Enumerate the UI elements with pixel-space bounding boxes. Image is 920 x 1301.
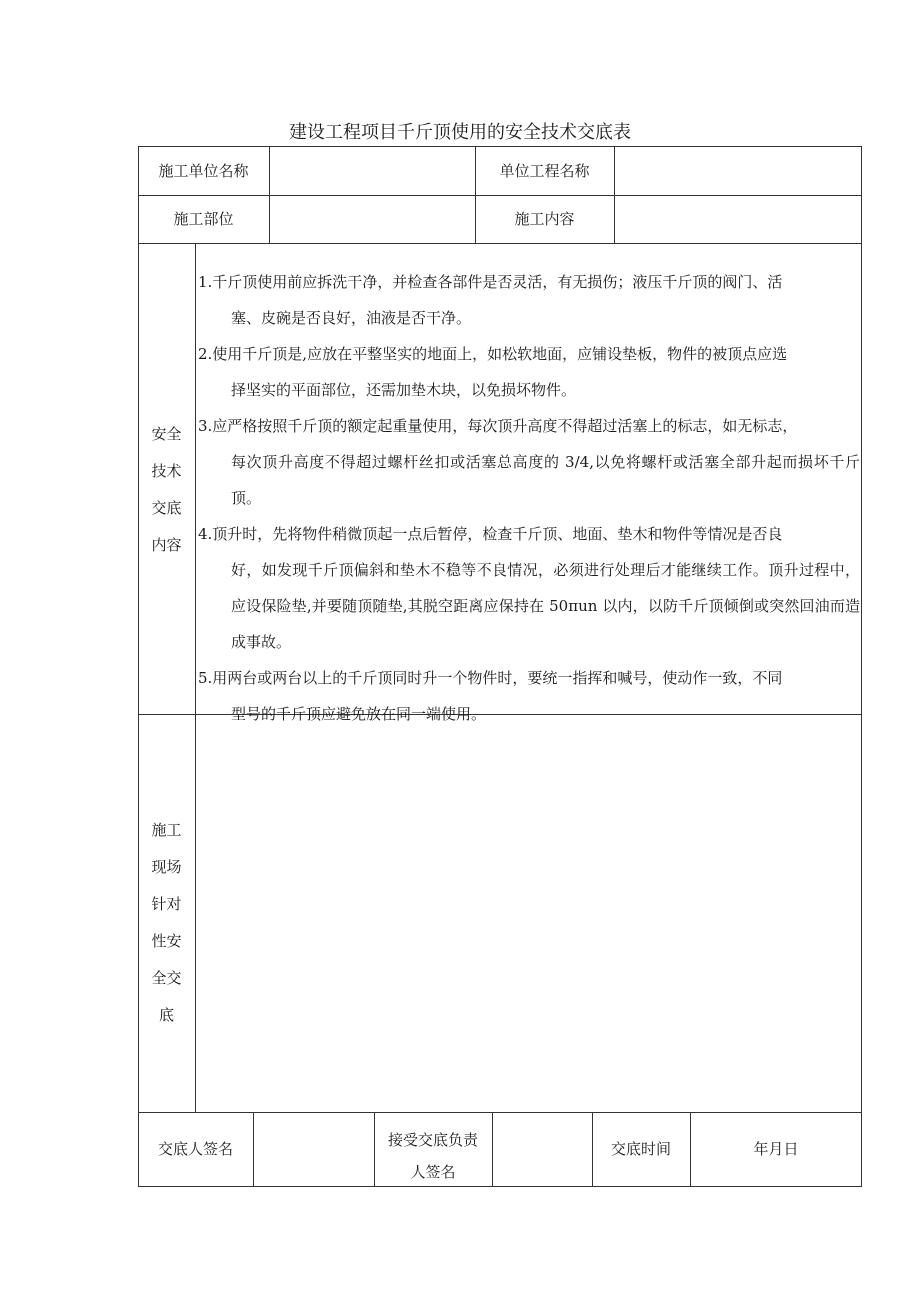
safety-item-first-line: 5.用两台或两台以上的千斤顶同时升一个物件时，要统一指挥和喊号，使动作一致，不同 xyxy=(198,669,783,687)
column-divider xyxy=(269,146,270,243)
safety-item xyxy=(198,516,860,660)
safety-item-continuation: 塞、皮碗是否良好，油液是否干净。 xyxy=(231,309,472,327)
construction-content-label: 施工内容 xyxy=(514,210,575,228)
column-divider xyxy=(253,1112,254,1186)
safety-item xyxy=(198,336,860,408)
label-line: 交底 xyxy=(151,499,182,517)
label-line: 性安 xyxy=(151,932,182,950)
handover-time-label: 交底时间 xyxy=(610,1140,671,1158)
receiver-label-line: 人签名 xyxy=(410,1163,456,1181)
construction-part-label: 施工部位 xyxy=(173,210,234,228)
table-border-right xyxy=(861,146,862,1187)
column-divider xyxy=(614,146,615,243)
column-divider xyxy=(492,1112,493,1186)
label-line: 现场 xyxy=(151,858,182,876)
safety-item xyxy=(198,264,860,336)
column-divider xyxy=(195,243,196,1112)
row-divider xyxy=(138,243,862,244)
safety-item-continuation: 好，如发现千斤顶偏斜和垫木不稳等不良情况，必须进行处理后才能继续工作。顶升过程中，应设保险垫,并要随顶随垫,其脱空距离应保持在 50πun 以内，以防千斤顶倾倒或突然回油而造成事故。 xyxy=(231,561,860,651)
safety-item-continuation: 每次顶升高度不得超过螺杆丝扣或活塞总高度的 3/4,以免将螺杆或活塞全部升起而损坏千斤顶。 xyxy=(231,453,860,507)
label-line: 技术 xyxy=(151,462,182,480)
date-value: 年月日 xyxy=(753,1140,799,1158)
label-line: 针对 xyxy=(151,895,182,913)
label-line: 全交 xyxy=(151,969,182,987)
table-border-bottom xyxy=(138,1186,862,1187)
safety-item-first-line: 1.千斤顶使用前应拆洗干净，并检查各部件是否灵活，有无损伤；液压千斤顶的阀门、活 xyxy=(198,273,783,291)
safety-item-first-line: 3.应严格按照千斤顶的额定起重量使用，每次顶升高度不得超过活塞上的标志，如无标志， xyxy=(198,417,798,435)
safety-briefing-form xyxy=(138,146,862,1187)
row-divider xyxy=(138,195,862,196)
row-divider xyxy=(138,1112,862,1113)
safety-item-continuation: 择坚实的平面部位，还需加垫木块，以免损坏物件。 xyxy=(231,381,577,399)
label-line: 底 xyxy=(158,1006,174,1024)
label-line: 内容 xyxy=(151,536,182,554)
construction-unit-label: 施工单位名称 xyxy=(158,162,249,180)
handover-signature-label: 交底人签名 xyxy=(157,1140,233,1158)
receiver-label-line: 接受交底负责 xyxy=(387,1131,478,1149)
receiver-signature-label xyxy=(374,1124,492,1188)
safety-item-first-line: 4.顶升时，先将物件稍微顶起一点后暂停，检查千斤顶、地面、垫木和物件等情况是否良 xyxy=(198,525,783,543)
project-name-label: 单位工程名称 xyxy=(499,162,590,180)
table-border-top xyxy=(138,146,862,147)
safety-content-list xyxy=(198,258,860,732)
safety-content-label xyxy=(138,416,195,564)
site-specific-briefing-label xyxy=(138,812,195,1034)
label-line: 施工 xyxy=(151,821,182,839)
safety-item-continuation: 型号的千斤顶应避免放在同一端使用。 xyxy=(231,705,487,723)
label-line: 安全 xyxy=(151,425,182,443)
safety-item xyxy=(198,408,860,516)
safety-item xyxy=(198,660,860,732)
document-title: 建设工程项目千斤顶使用的安全技术交底表 xyxy=(289,122,631,143)
safety-item-first-line: 2.使用千斤顶是,应放在平整坚实的地面上，如松软地面，应铺设垫板，物件的被顶点应选 xyxy=(198,345,788,363)
